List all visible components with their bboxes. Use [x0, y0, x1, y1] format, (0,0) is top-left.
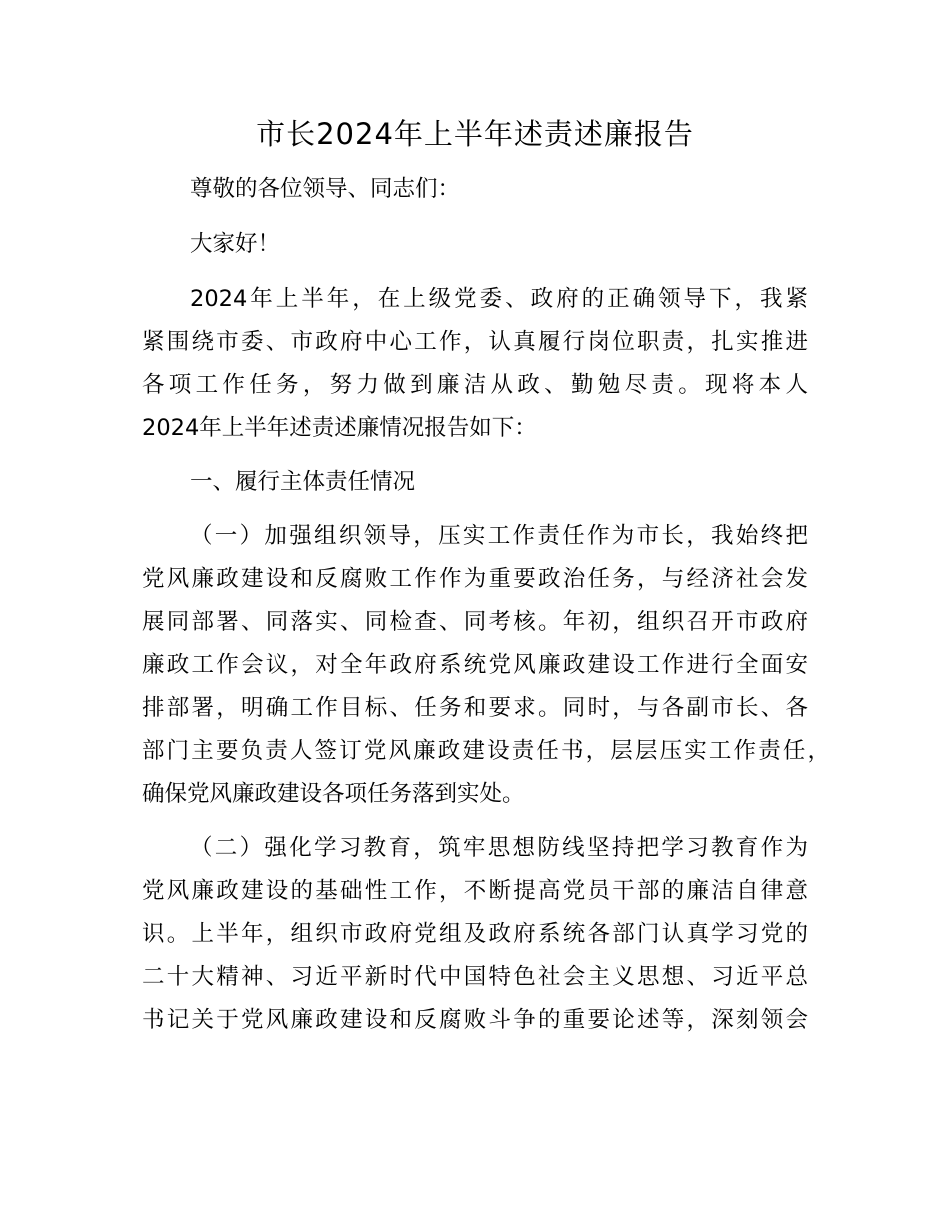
paragraph-line: 确保党风廉政建设各项任务落到实处。: [142, 781, 525, 807]
paragraph-line: 排部署，明确工作目标、任务和要求。同时，与各副市长、各: [142, 695, 808, 721]
intro-line: 2024年上半年，在上级党委、政府的正确领导下，我紧: [190, 286, 808, 312]
paragraph-line: 识。上半年，组织市政府党组及政府系统各部门认真学习党的: [142, 921, 808, 947]
intro-line: 2024年上半年述责述廉情况报告如下：: [142, 415, 537, 441]
paragraph-line: 部门主要负责人签订党风廉政建设责任书，层层压实工作责任，: [142, 738, 830, 764]
paragraph-line: （二）强化学习教育，筑牢思想防线坚持把学习教育作为: [190, 835, 808, 861]
section-heading: 一、履行主体责任情况: [190, 469, 416, 495]
salutation: 尊敬的各位领导、同志们：: [190, 176, 461, 202]
paragraph-line: 书记关于党风廉政建设和反腐败斗争的重要论述等，深刻领会: [142, 1007, 808, 1033]
paragraph-line: 展同部署、同落实、同检查、同考核。年初，组织召开市政府: [142, 609, 808, 635]
paragraph-line: 廉政工作会议，对全年政府系统党风廉政建设工作进行全面安: [142, 652, 808, 678]
paragraph-line: （一）加强组织领导，压实工作责任作为市长，我始终把: [190, 523, 808, 549]
paragraph-line: 二十大精神、习近平新时代中国特色社会主义思想、习近平总: [142, 964, 808, 990]
document-title: 市长2024年上半年述责述廉报告: [256, 117, 694, 151]
intro-line: 紧围绕市委、市政府中心工作，认真履行岗位职责，扎实推进: [142, 329, 808, 355]
paragraph-line: 党风廉政建设的基础性工作，不断提高党员干部的廉洁自律意: [142, 878, 808, 904]
greeting: 大家好！: [190, 231, 281, 257]
paragraph-line: 党风廉政建设和反腐败工作作为重要政治任务，与经济社会发: [142, 566, 808, 592]
intro-line: 各项工作任务，努力做到廉洁从政、勤勉尽责。现将本人: [142, 372, 808, 398]
